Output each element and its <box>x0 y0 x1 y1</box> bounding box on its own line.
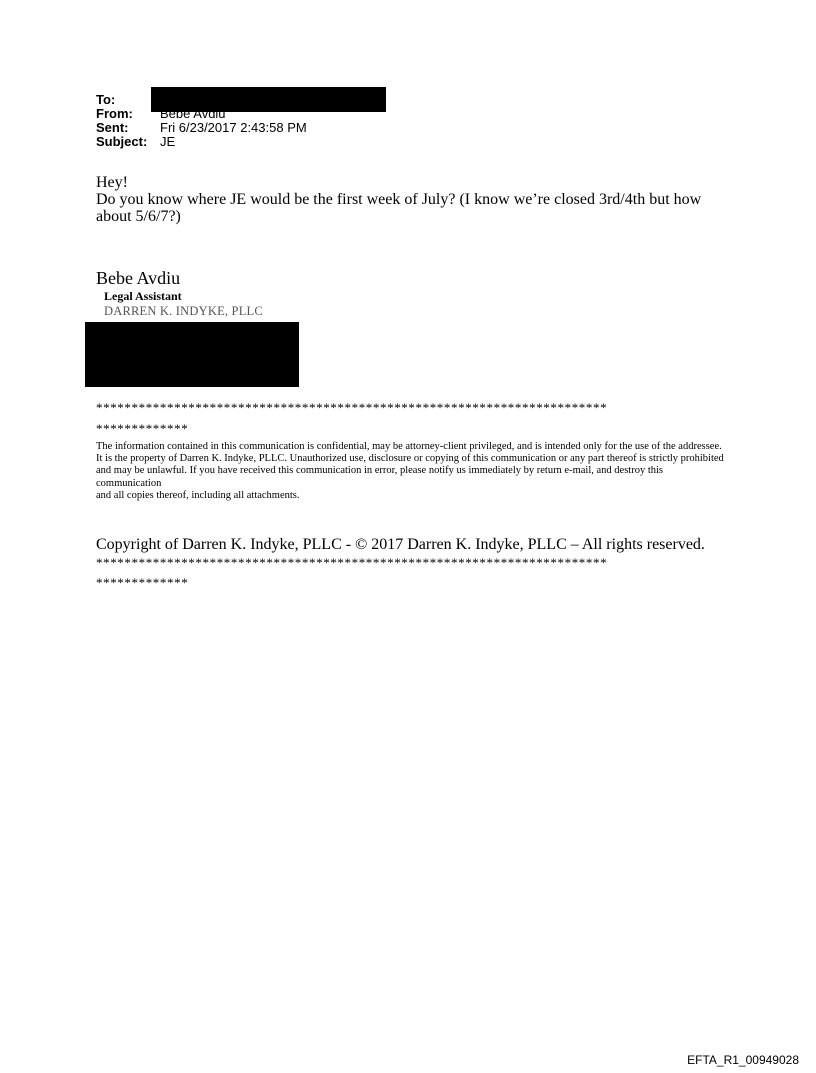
separator-stars-bottom-short: ************* <box>96 575 189 590</box>
sent-label: Sent: <box>96 120 129 135</box>
from-value: Bebe Avdiu <box>160 106 226 121</box>
message-text: Do you know where JE would be the first week of July? (I know we’re closed 3rd/4th but how about 5/6/7?) <box>96 191 702 225</box>
document-id: EFTA_R1_00949028 <box>687 1053 799 1067</box>
email-body <box>96 174 736 225</box>
greeting: Hey! <box>96 174 128 191</box>
notice-line-1: The information contained in this communication is confidential, may be attorney-client privileged, and is intended only for the use of the addressee. <box>96 441 722 452</box>
from-row <box>96 107 307 121</box>
sent-value: Fri 6/23/2017 2:43:58 PM <box>160 120 307 135</box>
notice-line-3: and may be unlawful. If you have received this communication in error, please notify us immediately by return e-mail, and destroy this communication <box>96 465 663 489</box>
to-label: To: <box>96 92 116 107</box>
signature-title: Legal Assistant <box>104 289 182 303</box>
subject-label: Subject: <box>96 134 148 149</box>
separator-stars-top-long: ************************************************************************ <box>96 400 608 415</box>
signature-contact-redaction <box>85 322 299 387</box>
copyright-line: Copyright of Darren K. Indyke, PLLC - © 2017 Darren K. Indyke, PLLC – All rights reserved. <box>96 536 705 553</box>
notice-line-4: and all copies thereof, including all attachments. <box>96 489 300 501</box>
from-label: From: <box>96 106 133 121</box>
email-header <box>96 93 307 149</box>
sent-row <box>96 121 307 135</box>
subject-value: JE <box>160 134 176 149</box>
notice-line-2: It is the property of Darren K. Indyke, PLLC. Unauthorized use, disclosure or copying of this communication or any part thereof is strictly prohibited <box>96 453 724 465</box>
signature-firm: DARREN K. INDYKE, PLLC <box>104 304 263 318</box>
separator-stars-top-short: ************* <box>96 421 189 436</box>
confidentiality-notice <box>96 441 726 502</box>
subject-row <box>96 135 307 149</box>
signature-name: Bebe Avdiu <box>96 268 181 288</box>
to-row <box>96 93 307 107</box>
separator-stars-bottom-long: ************************************************************************ <box>96 555 608 570</box>
